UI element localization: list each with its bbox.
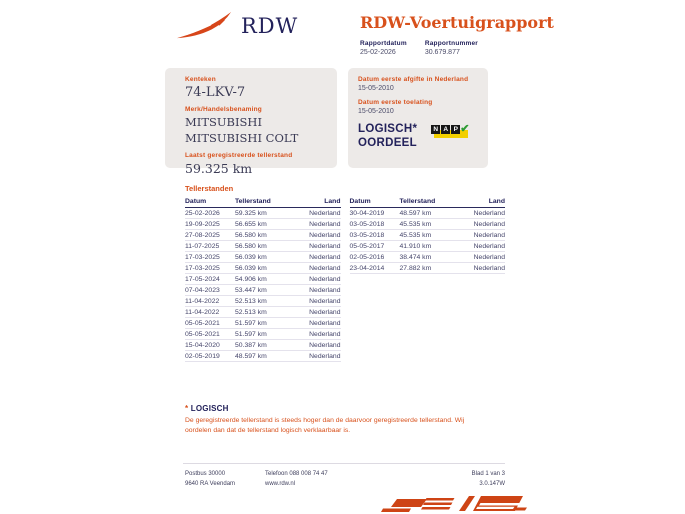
page-title: RDW-Voertuigrapport [360, 13, 554, 32]
tellerstand-label: Laatst geregistreerde tellerstand [185, 152, 293, 159]
table-row [185, 329, 341, 340]
row-date: 05-05-2021 [185, 330, 220, 338]
row-country: Nederland [309, 242, 341, 250]
kenteken-label: Kenteken [185, 76, 216, 83]
footer-website-link[interactable]: www.rdw.nl [265, 481, 296, 487]
col-land: Land [488, 198, 505, 205]
table-row [185, 208, 341, 219]
row-date: 23-04-2014 [349, 264, 385, 272]
col-tellerstand: Tellerstand [235, 198, 271, 205]
rdw-wing-icon [175, 10, 233, 41]
row-country: Nederland [473, 264, 505, 272]
table-row [185, 340, 341, 351]
row-date: 07-04-2023 [185, 286, 220, 294]
row-country: Nederland [309, 330, 341, 338]
report-meta [360, 40, 620, 56]
row-country: Nederland [309, 275, 341, 283]
page-footer [185, 469, 505, 489]
row-odometer: 59.325 km [235, 209, 267, 217]
kenteken-value: 74-LKV-7 [185, 85, 246, 100]
note-body: De geregistreerde tellerstand is steeds hoger dan de daarvoor geregistreerde tellerstand. Wij oordelen dan dat de tellerstand logisch verklaarbaar is. [185, 417, 465, 434]
table-row [185, 230, 341, 241]
row-odometer: 45.535 km [399, 220, 432, 228]
row-country: Nederland [309, 352, 341, 360]
table-row [350, 241, 506, 252]
rdw-logo-text: RDW [241, 13, 299, 38]
row-country: Nederland [309, 264, 341, 272]
report-number-value: 30.679.877 [424, 49, 460, 56]
odometer-table-left [185, 196, 341, 362]
row-country: Nederland [309, 297, 341, 305]
row-country: Nederland [309, 220, 341, 228]
footer-phone: Telefoon 088 008 74 47 [265, 471, 328, 477]
table-row [185, 219, 341, 230]
table-row [185, 351, 341, 362]
speed-stripes-graphic [373, 491, 528, 513]
table-header [350, 196, 506, 208]
oordeel-text [358, 122, 417, 150]
note-title-text: LOGISCH [190, 404, 229, 413]
footer-divider [183, 463, 505, 464]
table-row [185, 241, 341, 252]
table-row [350, 252, 506, 263]
row-odometer: 48.597 km [399, 209, 432, 217]
registration-dates-panel [348, 68, 488, 168]
nap-letter-a: A [441, 125, 450, 134]
note-asterisk: * [185, 404, 189, 413]
table-row [350, 208, 506, 219]
footer-version: 3.0.147W [479, 481, 505, 487]
table-row [185, 307, 341, 318]
row-country: Nederland [473, 231, 505, 239]
table-row [185, 274, 341, 285]
logisch-note [185, 404, 485, 436]
col-land: Land [324, 198, 341, 205]
row-date: 11-04-2022 [185, 308, 220, 316]
row-country: Nederland [473, 209, 505, 217]
row-country: Nederland [309, 231, 341, 239]
row-date: 17-05-2024 [185, 275, 220, 283]
row-date: 03-05-2018 [349, 231, 385, 239]
row-country: Nederland [473, 220, 505, 228]
row-odometer: 56.580 km [235, 242, 267, 250]
row-odometer: 56.039 km [235, 253, 267, 261]
row-date: 19-09-2025 [185, 220, 220, 228]
note-title [185, 404, 485, 413]
row-odometer: 50.387 km [235, 341, 267, 349]
row-date: 03-05-2018 [349, 220, 385, 228]
footer-address-line1: Postbus 30000 [185, 471, 226, 477]
eerste-toelating-label: Datum eerste toelating [358, 99, 433, 106]
row-date: 27-08-2025 [185, 231, 220, 239]
tellerstanden-section [185, 184, 505, 362]
table-row [350, 263, 506, 274]
nap-letter-p: P [451, 125, 460, 134]
row-date: 30-04-2019 [349, 209, 385, 217]
rdw-logo [175, 10, 298, 41]
row-odometer: 45.535 km [399, 231, 432, 239]
footer-page-number: Blad 1 van 3 [471, 471, 505, 477]
table-row [185, 252, 341, 263]
row-date: 05-05-2021 [185, 319, 220, 327]
row-date: 25-02-2026 [185, 209, 220, 217]
handelsbenaming-value: MITSUBISHI COLT [185, 131, 299, 145]
eerste-afgifte-value: 15-05-2010 [358, 85, 394, 92]
odometer-table-right [350, 196, 506, 362]
table-row [185, 296, 341, 307]
report-date-label: Rapportdatum [360, 40, 407, 47]
row-odometer: 53.447 km [235, 286, 267, 294]
row-country: Nederland [309, 286, 341, 294]
merk-value: MITSUBISHI [185, 115, 263, 129]
row-date: 17-03-2025 [185, 253, 220, 261]
row-odometer: 52.513 km [235, 308, 267, 316]
row-odometer: 56.039 km [235, 264, 267, 272]
tellerstanden-title: Tellerstanden [185, 184, 234, 193]
col-datum: Datum [185, 198, 207, 205]
merk-label: Merk/Handelsbenaming [185, 106, 262, 113]
row-country: Nederland [309, 341, 341, 349]
oordeel-line2: OORDEEL [358, 137, 417, 149]
row-odometer: 27.882 km [399, 264, 432, 272]
oordeel-line1: LOGISCH* [358, 123, 418, 135]
table-row [185, 318, 341, 329]
footer-address-line2: 9640 RA Veendam [185, 481, 236, 487]
row-date: 17-03-2025 [185, 264, 220, 272]
row-odometer: 41.910 km [399, 242, 432, 250]
report-number-label: Rapportnummer [424, 40, 478, 47]
row-country: Nederland [309, 319, 341, 327]
row-country: Nederland [473, 253, 505, 261]
row-date: 02-05-2016 [349, 253, 385, 261]
row-country: Nederland [473, 242, 505, 250]
row-odometer: 38.474 km [399, 253, 432, 261]
eerste-afgifte-label: Datum eerste afgifte in Nederland [358, 76, 469, 83]
table-row [350, 219, 506, 230]
col-datum: Datum [349, 198, 371, 205]
tellerstand-value: 59.325 km [185, 161, 253, 176]
row-country: Nederland [309, 253, 341, 261]
row-date: 05-05-2017 [349, 242, 385, 250]
row-country: Nederland [309, 308, 341, 316]
report-date-value: 25-02-2026 [360, 49, 396, 56]
col-tellerstand: Tellerstand [399, 198, 436, 205]
row-date: 02-05-2019 [185, 352, 220, 360]
table-header [185, 196, 341, 208]
table-row [185, 263, 341, 274]
row-date: 11-07-2025 [185, 242, 220, 250]
row-odometer: 54.906 km [235, 275, 267, 283]
vehicle-info-panel [165, 68, 337, 176]
row-odometer: 51.597 km [235, 319, 267, 327]
row-odometer: 51.597 km [235, 330, 267, 338]
table-row [185, 285, 341, 296]
row-odometer: 52.513 km [235, 297, 267, 305]
row-country: Nederland [309, 209, 341, 217]
row-date: 11-04-2022 [185, 297, 220, 305]
row-odometer: 48.597 km [235, 352, 267, 360]
nap-checkmark-icon: ✔ [460, 123, 470, 135]
nap-letter-n: N [431, 125, 440, 134]
row-odometer: 56.655 km [235, 220, 267, 228]
table-row [350, 230, 506, 241]
row-date: 15-04-2020 [185, 341, 220, 349]
row-odometer: 56.580 km [235, 231, 267, 239]
nap-logo-icon [431, 124, 475, 141]
eerste-toelating-value: 15-05-2010 [358, 108, 394, 115]
